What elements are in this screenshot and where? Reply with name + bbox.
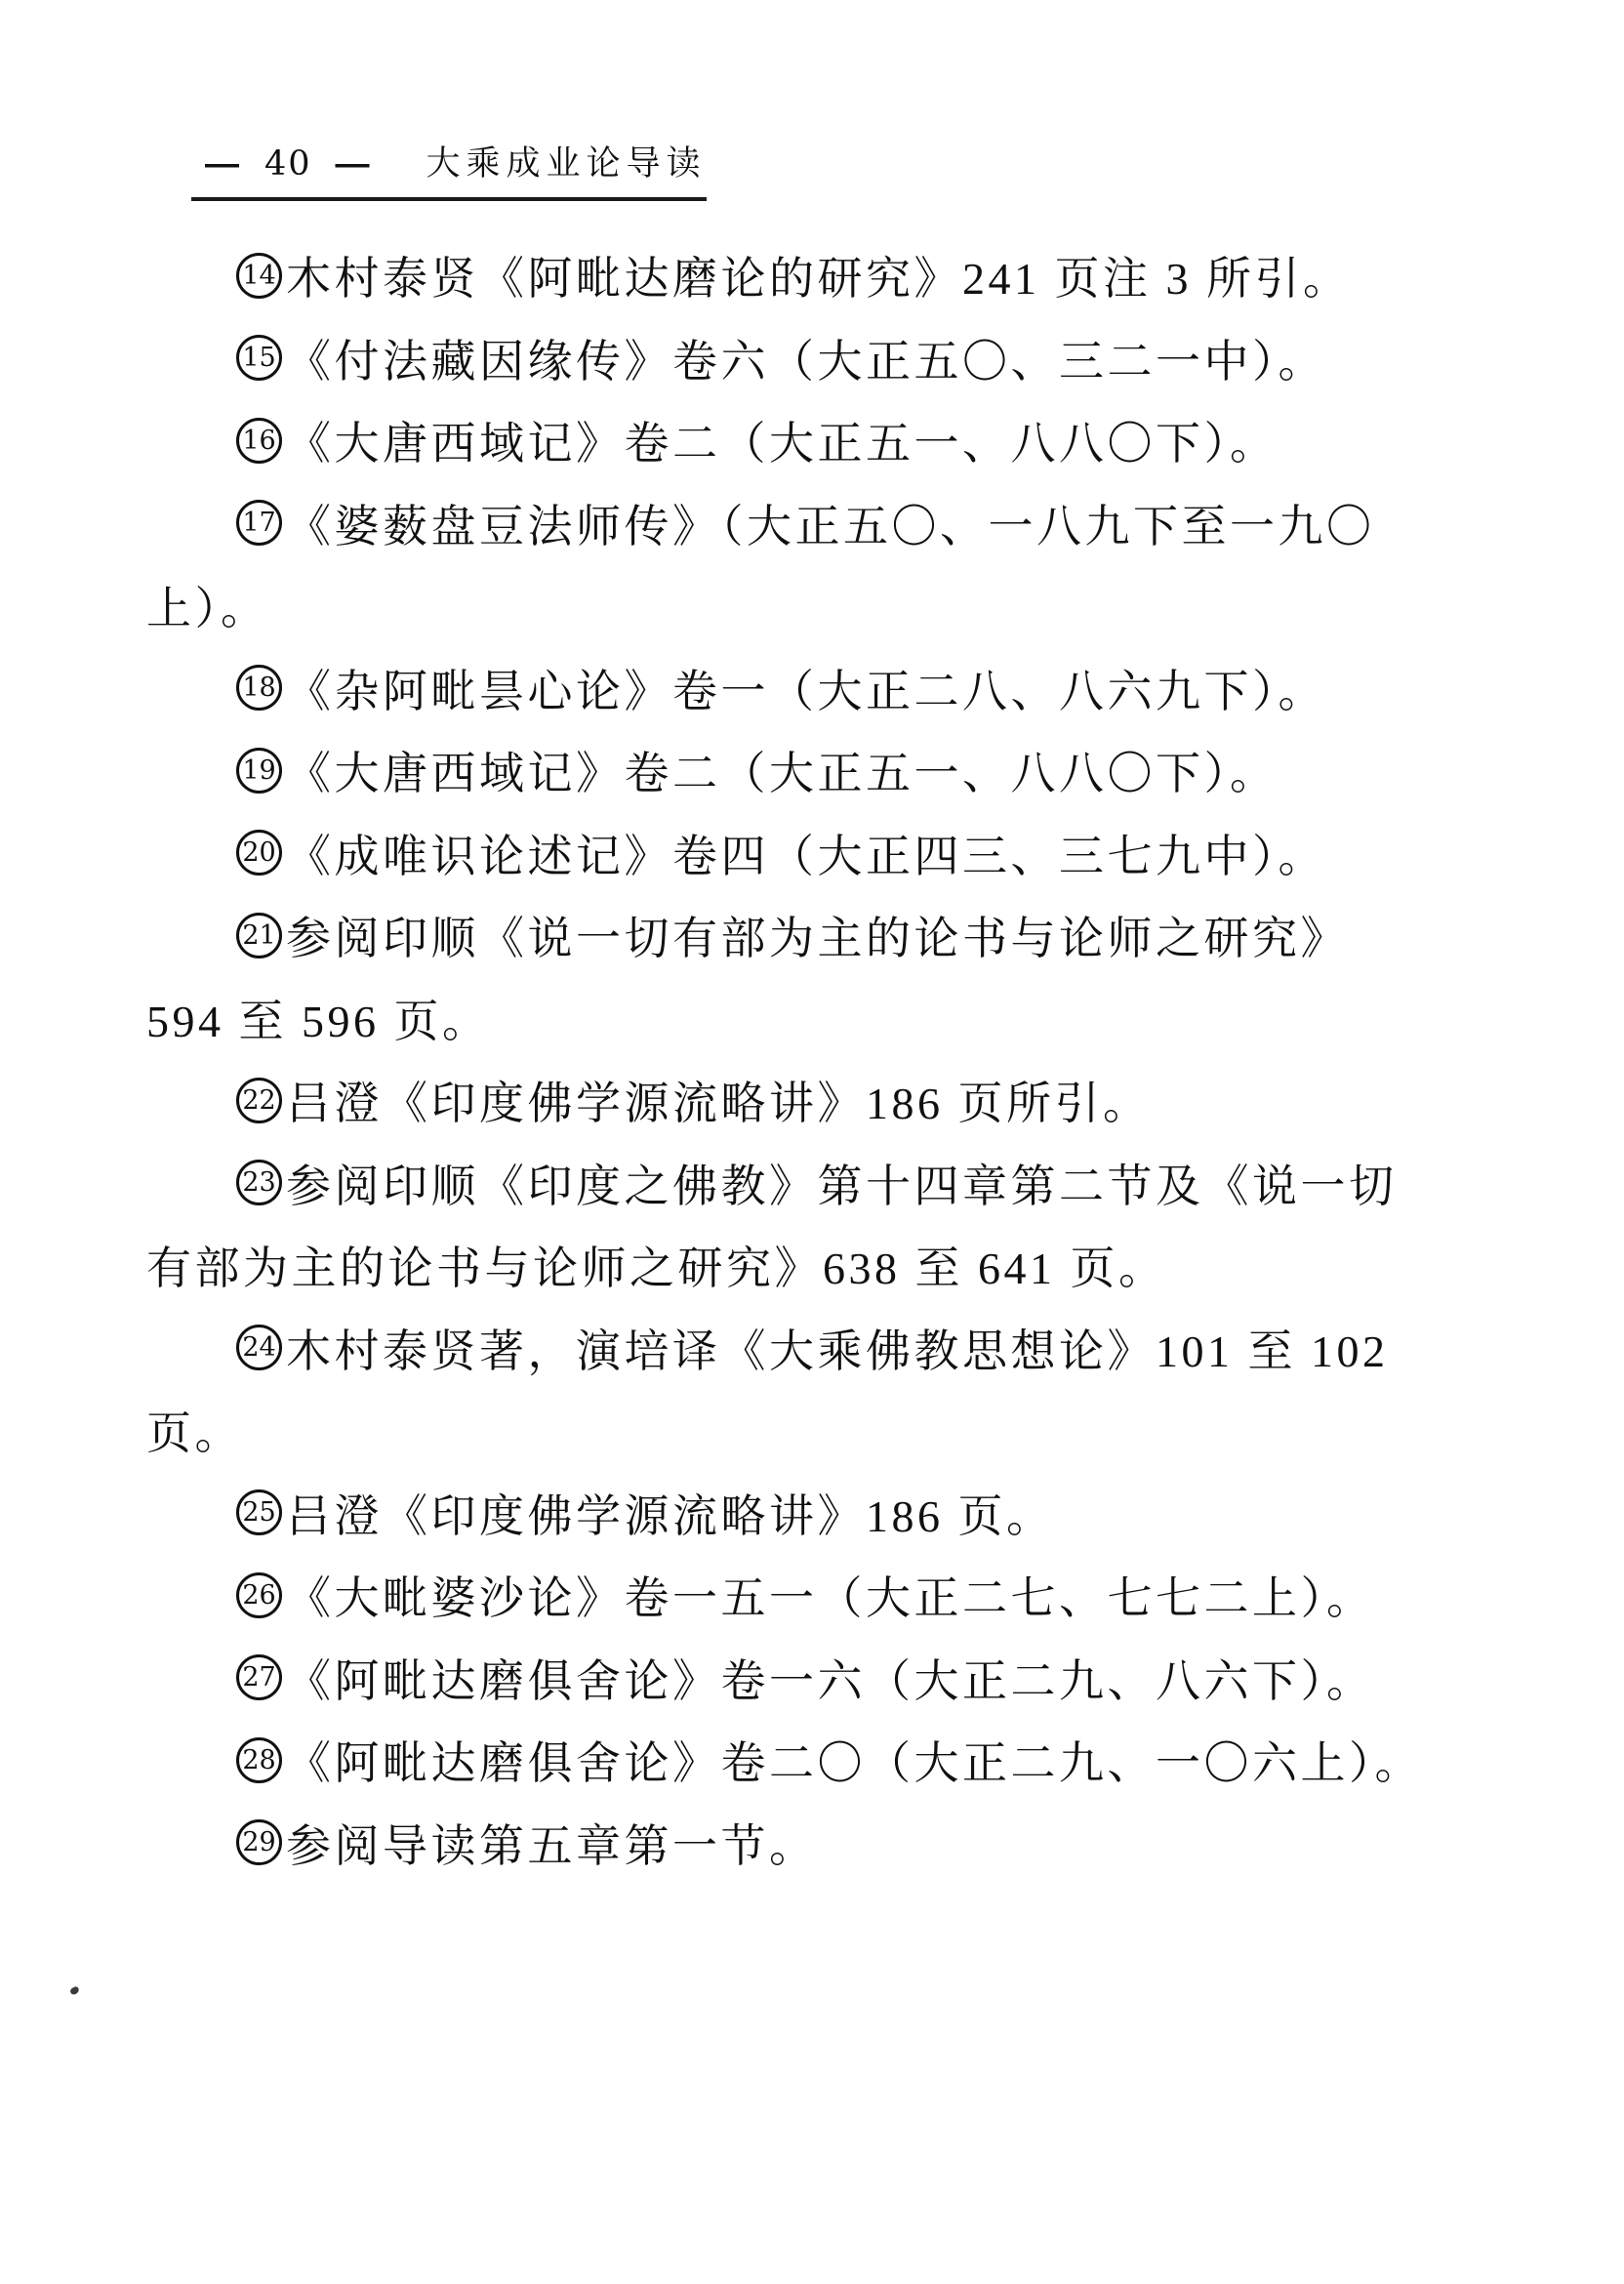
- footnote-line: [146, 1059, 1493, 1142]
- circled-number-icon: 19: [236, 748, 282, 794]
- footnote-text: 吕澄《印度佛学源流略讲》186 页所引。: [286, 1079, 1152, 1129]
- footnotes: [146, 234, 1493, 1884]
- circled-number-icon: 25: [236, 1489, 282, 1535]
- circled-number-icon: 16: [236, 418, 282, 464]
- circled-number-icon: 15: [236, 335, 282, 381]
- footnote-text: 有部为主的论书与论师之研究》638 至 641 页。: [146, 1244, 1167, 1294]
- footnote-line: [146, 977, 1493, 1060]
- footnote-line: [146, 564, 1493, 647]
- circled-number-icon: 27: [236, 1654, 282, 1700]
- footnote-line: [146, 1142, 1493, 1225]
- footnote-text: 参阅印顺《印度之佛教》第十四章第二节及《说一切: [286, 1161, 1398, 1211]
- footnote-line: [146, 894, 1493, 977]
- circled-number-icon: 14: [236, 253, 282, 299]
- footnote-text: 《付法藏因缘传》卷六（大正五〇、三二一中）。: [286, 336, 1326, 387]
- footnote-text: 页。: [146, 1408, 243, 1459]
- footnote-line: [146, 1802, 1493, 1885]
- footnote-line: [146, 1224, 1493, 1307]
- footnote-line: [146, 1389, 1493, 1472]
- footnote-line: [146, 1637, 1493, 1720]
- footnote-line: [146, 812, 1493, 895]
- footnote-text: 参阅印顺《说一切有部为主的论书与论师之研究》: [286, 914, 1349, 964]
- footnote-text: 《婆薮盘豆法师传》（大正五〇、一八九下至一九〇: [286, 501, 1375, 551]
- circled-number-icon: 28: [236, 1737, 282, 1783]
- footnote-line: [146, 647, 1493, 730]
- footnote-text: 《大毗婆沙论》卷一五一（大正二七、七七二上）。: [286, 1573, 1375, 1624]
- footnote-line: [146, 399, 1493, 482]
- circled-number-icon: 22: [236, 1078, 282, 1123]
- footnote-line: [146, 1554, 1493, 1637]
- scan-speck: [69, 1985, 80, 1995]
- book-title: 大乘成业论导读: [426, 144, 707, 183]
- circled-number-icon: 26: [236, 1572, 282, 1618]
- footnote-text: 594 至 596 页。: [146, 996, 491, 1046]
- footnote-text: 《成唯识论述记》卷四（大正四三、三七九中）。: [286, 831, 1326, 881]
- footnote-line: [146, 1719, 1493, 1802]
- footnote-text: 吕澄《印度佛学源流略讲》186 页。: [286, 1490, 1055, 1541]
- circled-number-icon: 20: [236, 830, 282, 876]
- footnote-text: 参阅导读第五章第一节。: [286, 1820, 818, 1871]
- circled-number-icon: 17: [236, 500, 282, 546]
- circled-number-icon: 29: [236, 1819, 282, 1865]
- circled-number-icon: 24: [236, 1325, 282, 1370]
- footnote-text: 上）。: [146, 584, 269, 634]
- circled-number-icon: 23: [236, 1160, 282, 1205]
- circled-number-icon: 21: [236, 913, 282, 958]
- footnote-text: 《阿毗达磨俱舍论》卷二〇（大正二九、一〇六上）。: [286, 1738, 1423, 1789]
- footnote-text: 《大唐西域记》卷二（大正五一、八八〇下）。: [286, 749, 1279, 799]
- footnote-line: [146, 1472, 1493, 1555]
- header-dash-left: —: [205, 144, 241, 183]
- footnote-line: [146, 729, 1493, 812]
- footnote-line: [146, 482, 1493, 565]
- footnote-text: 《大唐西域记》卷二（大正五一、八八〇下）。: [286, 419, 1279, 469]
- footnote-line: [146, 1307, 1493, 1390]
- footnote-text: 《杂阿毗昙心论》卷一（大正二八、八六九下）。: [286, 666, 1326, 716]
- circled-number-icon: 18: [236, 665, 282, 711]
- footnote-line: [146, 234, 1493, 317]
- footnote-text: 木村泰贤著，演培译《大乘佛教思想论》101 至 102: [286, 1326, 1389, 1376]
- footnote-text: 《阿毗达磨俱舍论》卷一六（大正二九、八六下）。: [286, 1655, 1375, 1706]
- page-number: 40: [264, 144, 312, 184]
- header-dash-right: —: [335, 144, 372, 183]
- footnote-line: [146, 317, 1493, 400]
- footnote-text: 木村泰贤《阿毗达磨论的研究》241 页注 3 所引。: [286, 254, 1352, 305]
- running-header: [191, 137, 707, 201]
